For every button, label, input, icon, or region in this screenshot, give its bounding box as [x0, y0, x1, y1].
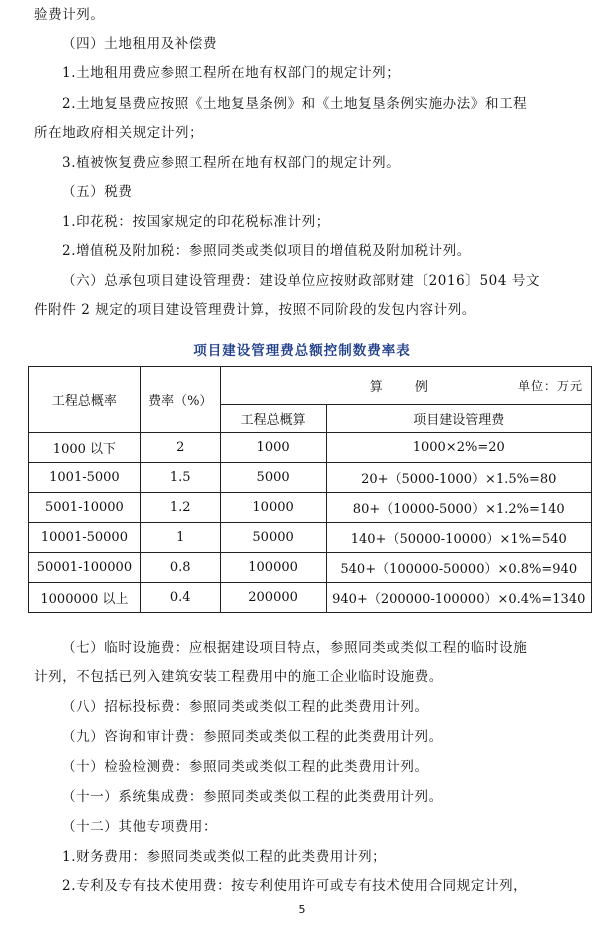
- header-total: 工程总概率: [29, 367, 141, 433]
- header-estimate: 工程总概算: [220, 405, 326, 433]
- rate-table: [28, 366, 592, 613]
- cell-rate: 1: [140, 523, 220, 553]
- section-heading: （十二）其他专项费用：: [62, 819, 218, 835]
- header-rate: 费率（%）: [140, 367, 220, 433]
- paragraph-line: 所在地政府相关规定计列；: [34, 125, 204, 141]
- paragraph-line: 2.增值税及附加税：参照同类或类似项目的增值税及附加税计列。: [62, 243, 471, 259]
- cell-estimate: 10000: [220, 493, 326, 523]
- table-title: 项目建设管理费总额控制数费率表: [193, 343, 411, 359]
- cell-rate: 1.5: [140, 463, 220, 493]
- header-mgmt-fee: 项目建设管理费: [326, 405, 592, 433]
- table-row: [29, 523, 592, 553]
- paragraph-line: 1.财务费用：参照同类或类似工程的此类费用计列；: [62, 849, 387, 865]
- table-header-row: [29, 367, 592, 405]
- cell-estimate: 200000: [220, 583, 326, 613]
- section-heading: （五）税费: [62, 184, 133, 200]
- cell-fee: 20+（5000-1000）×1.5%=80: [326, 463, 592, 493]
- cell-estimate: 100000: [220, 553, 326, 583]
- table-row: [29, 433, 592, 463]
- paragraph-line: （十）检验检测费：参照同类或类似工程的此类费用计列。: [62, 759, 429, 775]
- cell-fee: 80+（10000-5000）×1.2%=140: [326, 493, 592, 523]
- page-number: 5: [298, 903, 306, 916]
- paragraph-line: （十一）系统集成费：参照同类或类似工程的此类费用计列。: [62, 789, 443, 805]
- cell-range: 1000 以下: [29, 433, 141, 463]
- paragraph-line: 件附件 2 规定的项目建设管理费计算，按照不同阶段的发包内容计列。: [34, 302, 476, 318]
- paragraph-line: （八）招标投标费：参照同类或类似工程的此类费用计列。: [62, 699, 429, 715]
- cell-range: 1000000 以上: [29, 583, 141, 613]
- paragraph-line: 验费计列。: [34, 7, 105, 23]
- cell-rate: 0.8: [140, 553, 220, 583]
- header-unit: 单位：万元: [517, 379, 583, 393]
- cell-rate: 2: [140, 433, 220, 463]
- section-heading: （四）土地租用及补偿费: [62, 36, 218, 52]
- cell-estimate: 1000: [220, 433, 326, 463]
- paragraph-line: （九）咨询和审计费：参照同类或类似工程的此类费用计列。: [62, 729, 443, 745]
- header-example: [220, 367, 591, 405]
- cell-fee: 140+（50000-10000）×1%=540: [326, 523, 592, 553]
- cell-fee: 540+（100000-50000）×0.8%=940: [326, 553, 592, 583]
- paragraph-line: 1.土地租用费应参照工程所在地有权部门的规定计列；: [62, 65, 401, 81]
- cell-fee: 1000×2%=20: [326, 433, 592, 463]
- header-example-label: 算 例: [369, 380, 442, 395]
- cell-estimate: 50000: [220, 523, 326, 553]
- table-row: [29, 463, 592, 493]
- table-row: [29, 493, 592, 523]
- table-row: [29, 583, 592, 613]
- cell-rate: 0.4: [140, 583, 220, 613]
- paragraph-line: 2.土地复垦费应按照《土地复垦条例》和《土地复垦条例实施办法》和工程: [62, 96, 528, 112]
- paragraph-line: （七）临时设施费：应根据建设项目特点，参照同类或类似工程的临时设施: [62, 640, 528, 656]
- cell-fee: 940+（200000-100000）×0.4%=1340: [326, 583, 592, 613]
- paragraph-line: 计列，不包括已列入建筑安装工程费用中的施工企业临时设施费。: [34, 669, 443, 685]
- cell-range: 1001-5000: [29, 463, 141, 493]
- paragraph-line: 1.印花税：按国家规定的印花税标准计列；: [62, 214, 330, 230]
- cell-range: 50001-100000: [29, 553, 141, 583]
- table-row: [29, 553, 592, 583]
- cell-range: 10001-50000: [29, 523, 141, 553]
- paragraph-line: 2.专利及专有技术使用费：按专利使用许可或专有技术使用合同规定计列，: [62, 878, 528, 894]
- paragraph-line: （六）总承包项目建设管理费：建设单位应按财政部财建〔2016〕504 号文: [62, 273, 541, 289]
- paragraph-line: 3.植被恢复费应参照工程所在地有权部门的规定计列。: [62, 155, 401, 171]
- cell-range: 5001-10000: [29, 493, 141, 523]
- cell-rate: 1.2: [140, 493, 220, 523]
- cell-estimate: 5000: [220, 463, 326, 493]
